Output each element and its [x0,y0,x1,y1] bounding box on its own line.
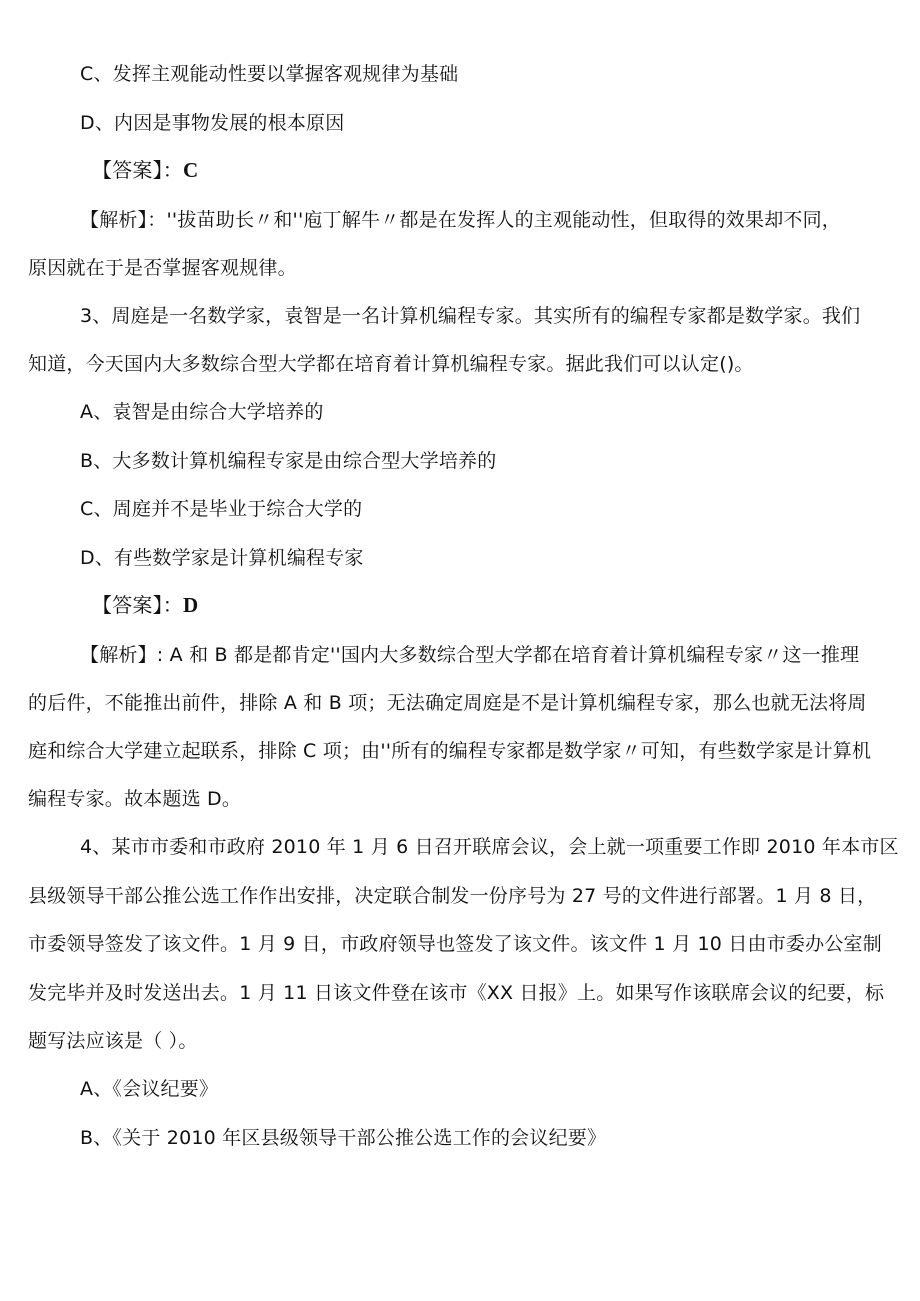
q3-option-a: A、袁智是由综合大学培养的 [80,401,324,423]
q2-explanation-line-2: 原因就在于是否掌握客观规律。 [28,257,297,279]
q4-stem-line-3: 市委领导签发了该文件。1 月 9 日，市政府领导也签发了该文件。该文件 1 月 10 日由市委办公室制 [28,933,882,955]
answer-label: 【答案】： [92,158,183,182]
q3-option-b: B、大多数计算机编程专家是由综合型大学培养的 [80,450,497,472]
q3-stem-line-2: 知道，今天国内大多数综合型大学都在培育着计算机编程专家。据此我们可以认定()。 [28,353,754,375]
answer-letter: D [183,593,199,617]
q4-option-b: B、《关于 2010 年区县级领导干部公推公选工作的会议纪要》 [80,1127,607,1149]
q3-explanation-line-2: 的后件，不能推出前件，排除 A 和 B 项；无法确定周庭是不是计算机编程专家，那么也就无法将周 [28,692,867,714]
q2-answer [92,158,198,182]
q3-answer [92,593,198,617]
q3-stem-line-1: 3、周庭是一名数学家，袁智是一名计算机编程专家。其实所有的编程专家都是数学家。我们 [80,305,861,327]
q2-option-d: D、内因是事物发展的根本原因 [80,112,345,134]
q3-explanation-line-3: 庭和综合大学建立起联系，排除 C 项；由''所有的编程专家都是数学家〃可知，有些数学家是计算机 [28,740,872,762]
q4-option-a: A、《会议纪要》 [80,1078,219,1100]
q4-stem-line-5: 题写法应该是（ ）。 [28,1030,198,1052]
q3-option-d: D、有些数学家是计算机编程专家 [80,547,364,569]
q4-stem-line-4: 发完毕并及时发送出去。1 月 11 日该文件登在该市《XX 日报》上。如果写作该联席会议的纪要，标 [28,982,885,1004]
answer-letter: C [183,158,199,182]
answer-label: 【答案】： [92,593,183,617]
q3-explanation-line-1: 【解析】: A 和 B 都是都肯定''国内大多数综合型大学都在培育着计算机编程专家〃这一推理 [80,644,860,666]
q3-explanation-line-4: 编程专家。故本题选 D。 [28,788,242,810]
q2-explanation-line-1: 【解析】：''拔苗助长〃和''庖丁解牛〃都是在发挥人的主观能动性，但取得的效果却不同， [80,209,841,231]
q4-stem-line-1: 4、某市市委和市政府 2010 年 1 月 6 日召开联席会议，会上就一项重要工作即 2010 年本市区 [80,836,899,858]
q4-stem-line-2: 县级领导干部公推公选工作作出安排，决定联合制发一份序号为 27 号的文件进行部署。1 月 8 日， [28,885,877,907]
q3-option-c: C、周庭并不是毕业于综合大学的 [80,498,363,520]
q2-option-c: C、发挥主观能动性要以掌握客观规律为基础 [80,63,459,85]
